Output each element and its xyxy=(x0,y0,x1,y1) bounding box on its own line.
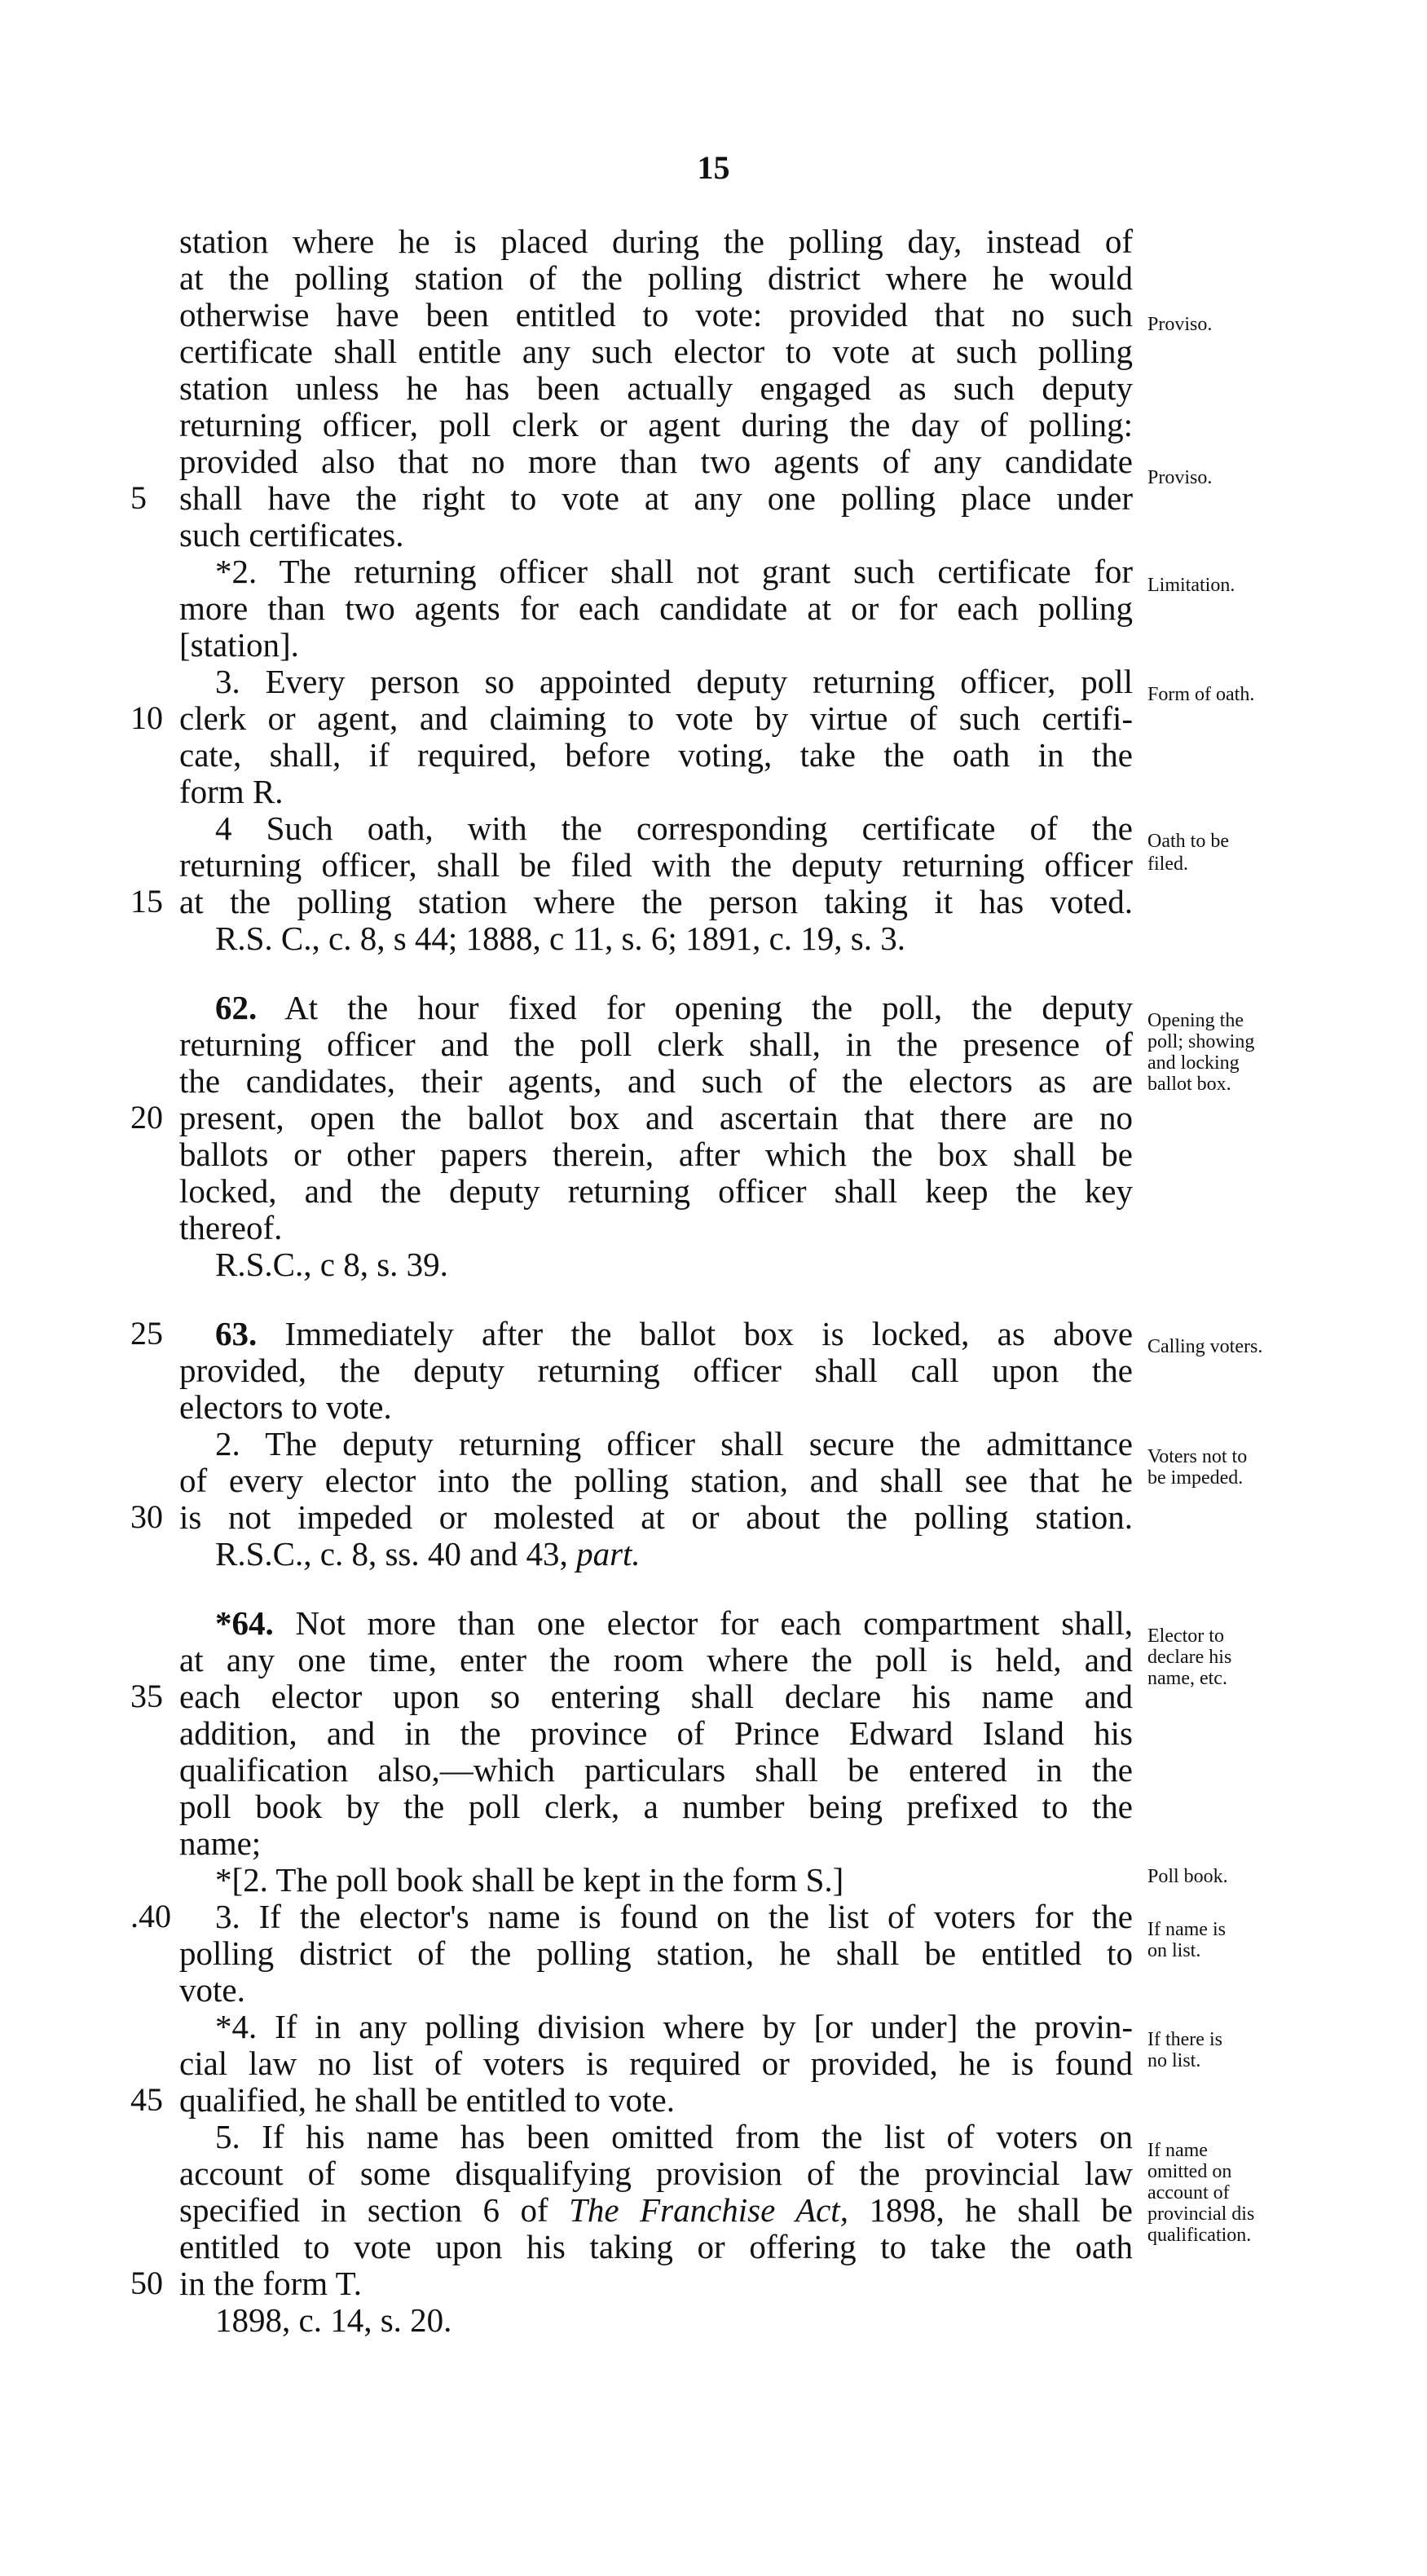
margin-note: Proviso. xyxy=(1147,314,1213,335)
text-line: provided, the deputy returning officer shall call upon the xyxy=(179,1352,1133,1389)
text-line: 3. If the elector's name is found on the list of voters for the xyxy=(215,1898,1133,1935)
line-number: 10 xyxy=(130,699,163,736)
text-line: account of some disqualifying provision of the provincial law xyxy=(179,2155,1133,2192)
line-number: 15 xyxy=(130,883,163,920)
line-number: 50 xyxy=(130,2265,163,2301)
text-line: at the polling station of the polling district where he would xyxy=(179,259,1133,297)
margin-note: poll; showing xyxy=(1147,1031,1255,1052)
text-line: provided also that no more than two agents of any candidate xyxy=(179,443,1133,480)
text-line: present, open the ballot box and ascertain that there are no xyxy=(179,1099,1133,1136)
text-line: more than two agents for each candidate at or for each polling xyxy=(179,589,1133,627)
citation: R.S.C., c 8, s. 39. xyxy=(215,1246,448,1283)
margin-note: provincial dis xyxy=(1147,2203,1255,2225)
text-line: 62. At the hour fixed for opening the poll, the deputy xyxy=(215,989,1133,1026)
text-line: form R. xyxy=(179,773,284,810)
text-line: polling district of the polling station, he shall be entitled to xyxy=(179,1934,1133,1972)
line-number: 45 xyxy=(130,2081,163,2118)
margin-note: account of xyxy=(1147,2182,1230,2203)
text-line: otherwise have been entitled to vote: provided that no such xyxy=(179,296,1133,333)
text-line: *2. The returning officer shall not grant such certificate for xyxy=(215,553,1133,590)
margin-note: Opening the xyxy=(1147,1010,1244,1031)
text-line: at any one time, enter the room where the poll is held, and xyxy=(179,1641,1133,1678)
text-line: returning officer, shall be filed with the deputy returning officer xyxy=(179,846,1133,884)
citation: R.S. C., c. 8, s 44; 1888, c 11, s. 6; 1891, c. 19, s. 3. xyxy=(215,920,905,957)
text-line: in the form T. xyxy=(179,2265,362,2302)
margin-note: Poll book. xyxy=(1147,1866,1228,1887)
text-line: 2. The deputy returning officer shall secure the admittance xyxy=(215,1425,1133,1462)
margin-note: Elector to xyxy=(1147,1625,1224,1647)
citation: R.S.C., c. 8, ss. 40 and 43, part. xyxy=(215,1535,641,1573)
text-line: 3. Every person so appointed deputy returning officer, poll xyxy=(215,663,1133,700)
margin-note: ballot box. xyxy=(1147,1074,1231,1095)
text-line: electors to vote. xyxy=(179,1388,392,1426)
margin-note: declare his xyxy=(1147,1647,1232,1668)
margin-note: omitted on xyxy=(1147,2161,1232,2182)
text-line: vote. xyxy=(179,1971,245,2009)
text-line: qualified, he shall be entitled to vote. xyxy=(179,2081,675,2119)
margin-note: on list. xyxy=(1147,1940,1201,1961)
text-line: *[2. The poll book shall be kept in the form S.] xyxy=(215,1861,844,1899)
text-line: name; xyxy=(179,1824,262,1862)
text-line: at the polling station where the person taking it has voted. xyxy=(179,883,1133,920)
text-line: *64. Not more than one elector for each compartment shall, xyxy=(215,1604,1133,1642)
line-number: 20 xyxy=(130,1099,163,1136)
margin-note: qualification. xyxy=(1147,2225,1252,2246)
citation: 1898, c. 14, s. 20. xyxy=(215,2301,452,2339)
text-line: entitled to vote upon his taking or offering to take the oath xyxy=(179,2228,1133,2265)
margin-note: Limitation. xyxy=(1147,575,1235,596)
line-number: 30 xyxy=(130,1498,163,1535)
text-line: returning officer, poll clerk or agent during the day of polling: xyxy=(179,406,1133,443)
text-line: qualification also,—which particulars shall be entered in the xyxy=(179,1751,1133,1789)
page-number: 15 xyxy=(697,149,730,186)
text-line: cial law no list of voters is required or provided, he is found xyxy=(179,2044,1133,2082)
text-line: 4 Such oath, with the corresponding certificate of the xyxy=(215,809,1133,847)
line-number: 5 xyxy=(130,479,147,516)
text-line: certificate shall entitle any such elector to vote at such polling xyxy=(179,333,1133,370)
text-line: [station]. xyxy=(179,626,299,664)
line-number: .40 xyxy=(130,1898,171,1934)
text-line: cate, shall, if required, before voting, take the oath in the xyxy=(179,736,1133,774)
text-line: locked, and the deputy returning officer shall keep the key xyxy=(179,1172,1133,1210)
text-line: such certificates. xyxy=(179,516,404,554)
margin-note: no list. xyxy=(1147,2050,1201,2071)
margin-note: Voters not to xyxy=(1147,1446,1248,1467)
text-line: each elector upon so entering shall declare his name and xyxy=(179,1678,1133,1715)
text-line: of every elector into the polling station, and shall see that he xyxy=(179,1462,1133,1499)
text-line: *4. If in any polling division where by [or under] the provin- xyxy=(215,2008,1133,2045)
text-line: shall have the right to vote at any one polling place under xyxy=(179,479,1133,517)
text-line: poll book by the poll clerk, a number being prefixed to the xyxy=(179,1788,1133,1825)
margin-note: Proviso. xyxy=(1147,467,1213,488)
text-line: clerk or agent, and claiming to vote by virtue of such certifi- xyxy=(179,699,1133,737)
section-number: 62. xyxy=(215,989,258,1026)
text-line: station where he is placed during the polling day, instead of xyxy=(179,223,1133,260)
section-number: *64. xyxy=(215,1604,274,1642)
margin-note: Form of oath. xyxy=(1147,684,1255,705)
margin-note: Calling voters. xyxy=(1147,1336,1263,1357)
line-number: 25 xyxy=(130,1315,163,1352)
margin-note: filed. xyxy=(1147,854,1188,875)
margin-note: name, etc. xyxy=(1147,1668,1227,1689)
text-line: specified in section 6 of The Franchise Act, 1898, he shall be xyxy=(179,2191,1133,2229)
text-line: is not impeded or molested at or about the polling station. xyxy=(179,1498,1133,1536)
margin-note: If there is xyxy=(1147,2029,1222,2050)
line-number: 35 xyxy=(130,1678,163,1714)
margin-note: and locking xyxy=(1147,1052,1240,1074)
text-line: 5. If his name has been omitted from the list of voters on xyxy=(215,2118,1133,2155)
text-line: ballots or other papers therein, after which the box shall be xyxy=(179,1136,1133,1173)
text-line: returning officer and the poll clerk shall, in the presence of xyxy=(179,1026,1133,1063)
margin-note: be impeded. xyxy=(1147,1467,1244,1489)
section-number: 63. xyxy=(215,1315,258,1352)
text-line: 63. Immediately after the ballot box is locked, as above xyxy=(215,1315,1134,1352)
margin-note: Oath to be xyxy=(1147,831,1229,852)
margin-note: If name xyxy=(1147,2140,1208,2161)
text-line: station unless he has been actually engaged as such deputy xyxy=(179,369,1133,407)
text-line: thereof. xyxy=(179,1209,283,1246)
text-line: the candidates, their agents, and such of the electors as are xyxy=(179,1062,1133,1100)
margin-note: If name is xyxy=(1147,1919,1226,1940)
text-line: addition, and in the province of Prince Edward Island his xyxy=(179,1714,1133,1752)
